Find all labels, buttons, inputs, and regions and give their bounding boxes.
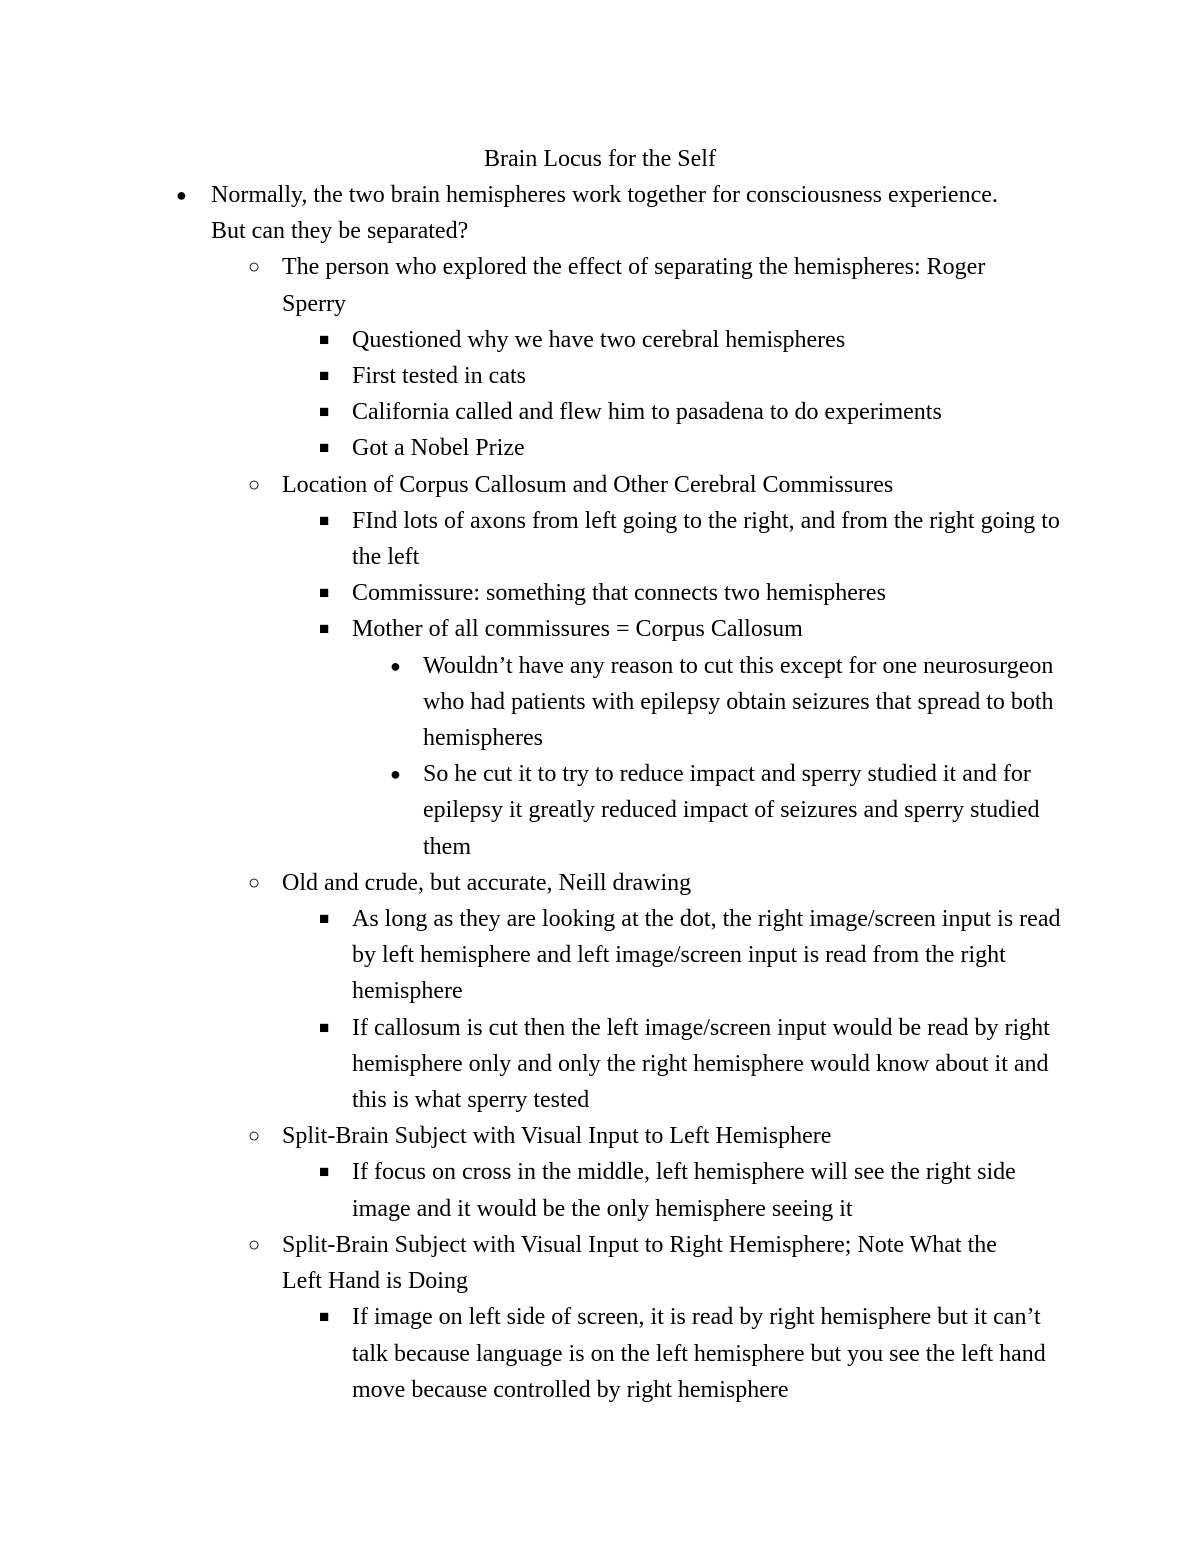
- list-item-text: FInd lots of axons from left going to the right, and from the right going to the left: [352, 507, 1060, 571]
- list-item-text: Wouldn’t have any reason to cut this except for one neurosurgeon who had patients with epilepsy obtain seizures that spread to both hemispheres: [423, 652, 1054, 752]
- list-item-text: First tested in cats: [352, 363, 526, 390]
- bullet-icon: ○: [248, 1233, 261, 1256]
- list-item: [0, 358, 1200, 394]
- list-item-text: If callosum is cut then the left image/screen input would be read by right hemisphere only and only the right hemisphere would know about it and this is what sperry tested: [352, 1014, 1050, 1114]
- list-item: [0, 575, 1200, 611]
- list-item: [0, 1010, 1200, 1119]
- bullet-icon: ●: [176, 185, 187, 205]
- bullet-icon: ●: [390, 655, 401, 676]
- list-item: [0, 1154, 1200, 1226]
- list-item-text: Normally, the two brain hemispheres work together for consciousness experience. But can they be separated?: [211, 182, 998, 245]
- list-item: [0, 1227, 1200, 1299]
- bullet-icon: ■: [319, 1162, 330, 1182]
- list-item-text: Got a Nobel Prize: [352, 435, 525, 462]
- list-item: [0, 611, 1200, 647]
- list-item-text: If image on left side of screen, it is read by right hemisphere but it can’t talk because language is on the left hemisphere but you see the left hand move because controlled by right hemisphere: [352, 1304, 1046, 1403]
- list-item: [0, 901, 1200, 1010]
- bullet-icon: ■: [319, 402, 330, 422]
- list-item-text: So he cut it to try to reduce impact and sperry studied it and for epilepsy it greatly reduced impact of seizures and sperry studied them: [423, 761, 1040, 860]
- notes-list: [0, 177, 1200, 1408]
- list-item-text: Split-Brain Subject with Visual Input to Right Hemisphere; Note What the Left Hand is Doing: [282, 1231, 997, 1295]
- list-item: [0, 648, 1200, 757]
- list-item: [0, 756, 1200, 865]
- list-item: [0, 249, 1200, 321]
- bullet-icon: ●: [390, 764, 401, 785]
- list-item-text: Split-Brain Subject with Visual Input to Left Hemisphere: [282, 1123, 832, 1150]
- bullet-icon: ■: [319, 583, 330, 603]
- bullet-icon: ■: [319, 909, 330, 929]
- list-item-text: Old and crude, but accurate, Neill drawing: [282, 869, 692, 896]
- bullet-icon: ■: [319, 1017, 330, 1037]
- list-item: [0, 503, 1200, 575]
- list-item: [0, 1118, 1200, 1154]
- list-item: [0, 430, 1200, 466]
- bullet-icon: ■: [319, 619, 330, 639]
- bullet-icon: ■: [319, 366, 330, 386]
- list-item-text: If focus on cross in the middle, left hemisphere will see the right side image and it would be the only hemisphere seeing it: [352, 1159, 1016, 1222]
- list-item: [0, 467, 1200, 503]
- document-title: Brain Locus for the Self: [484, 146, 716, 172]
- list-item-text: Mother of all commissures = Corpus Callosum: [352, 616, 803, 643]
- list-item-text: As long as they are looking at the dot, the right image/screen input is read by left hemisphere and left image/screen input is read from the right hemisphere: [352, 906, 1061, 1005]
- list-item: [0, 177, 1200, 249]
- bullet-icon: ○: [248, 1125, 261, 1148]
- list-item: [0, 394, 1200, 430]
- bullet-icon: ■: [319, 438, 330, 458]
- bullet-icon: ○: [248, 256, 261, 279]
- bullet-icon: ■: [319, 510, 330, 530]
- bullet-icon: ○: [248, 871, 261, 894]
- list-item-text: The person who explored the effect of separating the hemispheres: Roger Sperry: [282, 254, 986, 317]
- list-item: [0, 865, 1200, 901]
- bullet-icon: ■: [319, 1307, 330, 1327]
- list-item: [0, 1299, 1200, 1408]
- bullet-icon: ■: [319, 329, 330, 349]
- list-item-text: Questioned why we have two cerebral hemispheres: [352, 326, 846, 353]
- list-item-text: Commissure: something that connects two hemispheres: [352, 580, 886, 607]
- list-item: [0, 322, 1200, 358]
- bullet-icon: ○: [248, 473, 261, 496]
- list-item-text: California called and flew him to pasadena to do experiments: [352, 399, 942, 426]
- list-item-text: Location of Corpus Callosum and Other Cerebral Commissures: [282, 471, 894, 498]
